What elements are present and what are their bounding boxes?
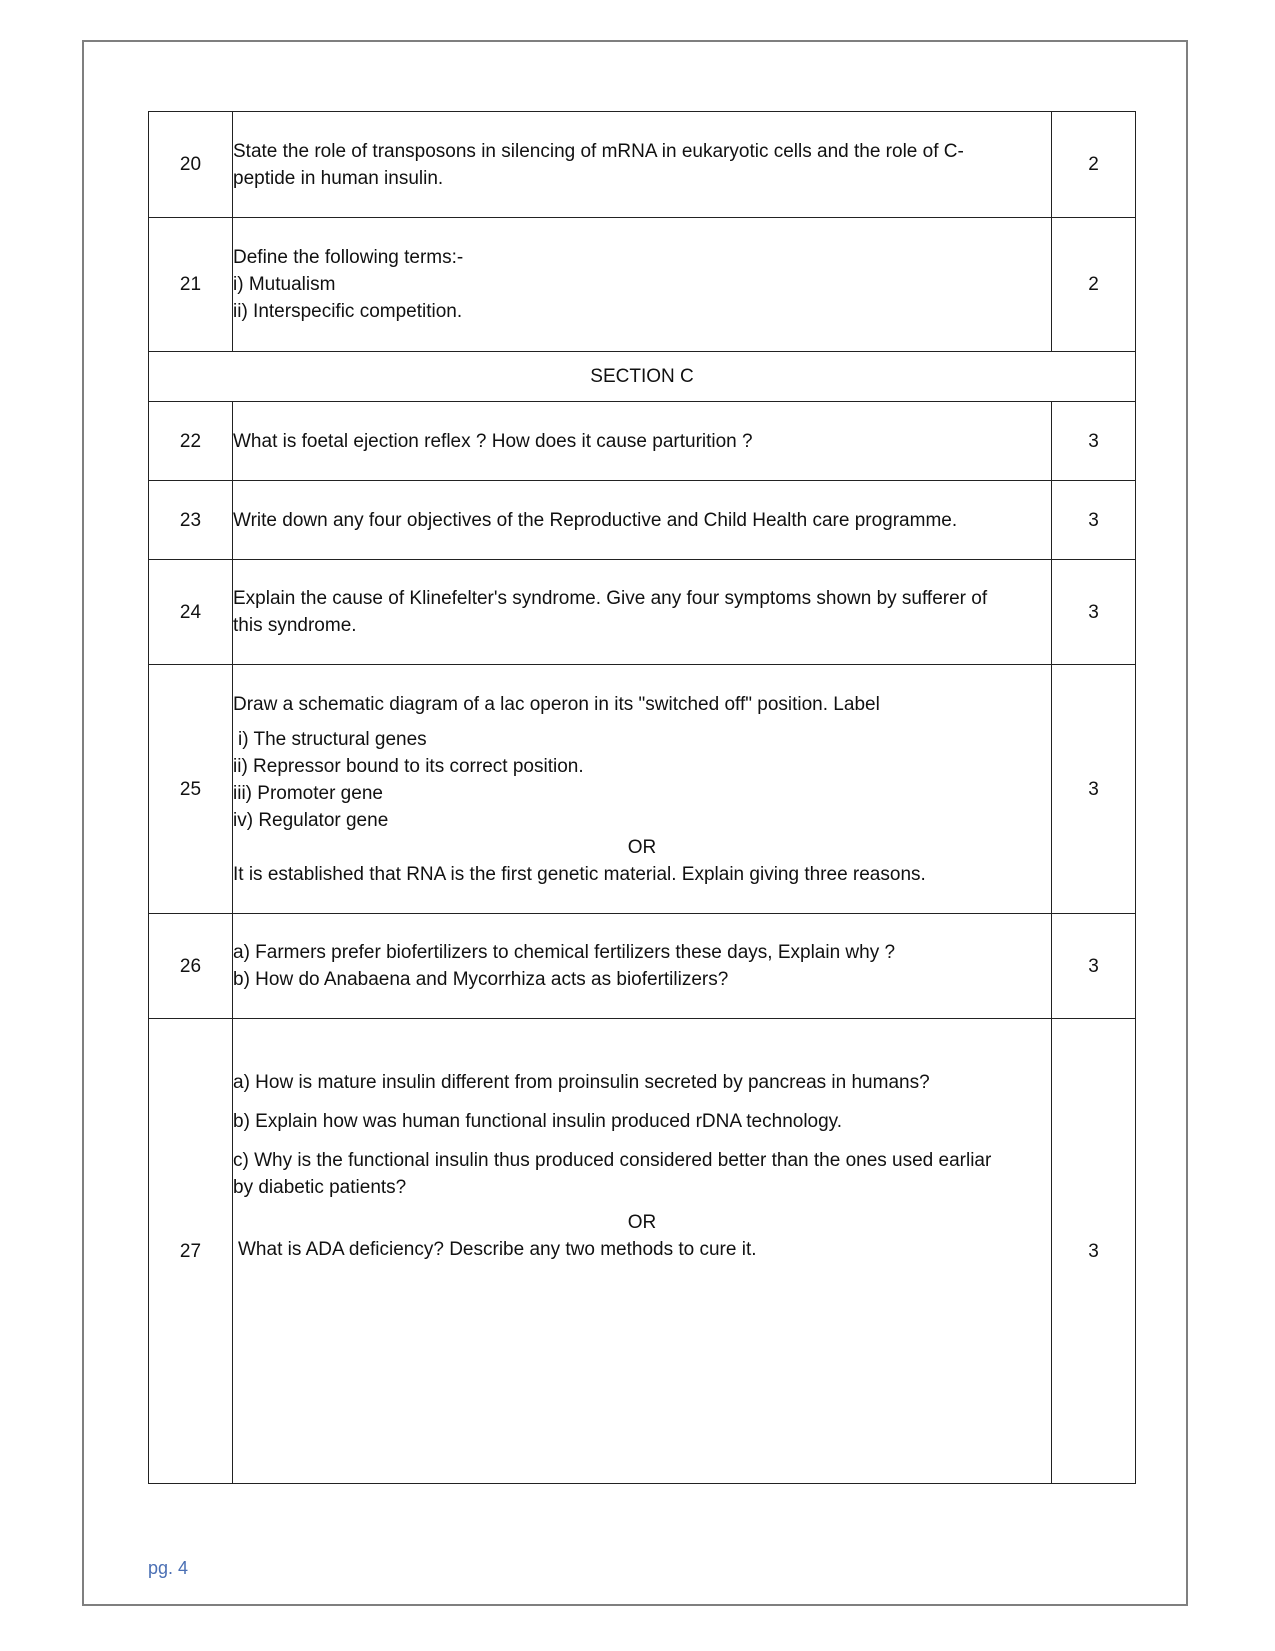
question-row-23 <box>149 481 1136 560</box>
question-marks: 3 <box>1052 560 1136 665</box>
label-item: ii) Repressor bound to its correct position. <box>233 755 584 777</box>
label-item: i) The structural genes <box>238 728 427 750</box>
section-heading: SECTION C <box>149 352 1136 402</box>
question-number: 26 <box>149 914 233 1019</box>
question-part-b: b) Explain how was human functional insulin produced rDNA technology. <box>233 1111 843 1132</box>
question-number: 24 <box>149 560 233 665</box>
question-part-c: c) Why is the functional insulin thus produced considered better than the ones used earliar <box>233 1150 992 1171</box>
question-line: i) Mutualism <box>233 274 336 295</box>
question-text <box>233 1019 1052 1484</box>
question-table <box>148 111 1136 1484</box>
question-text <box>233 112 1052 218</box>
question-marks: 3 <box>1052 914 1136 1019</box>
question-intro: Draw a schematic diagram of a lac operon in its "switched off" position. Label <box>233 693 880 715</box>
question-text <box>233 914 1052 1019</box>
question-marks: 3 <box>1052 402 1136 481</box>
question-line: Define the following terms:- <box>233 247 464 268</box>
question-marks: 3 <box>1052 665 1136 914</box>
question-text <box>233 560 1052 665</box>
question-part-a: a) How is mature insulin different from proinsulin secreted by pancreas in humans? <box>233 1072 930 1093</box>
question-number: 20 <box>149 112 233 218</box>
label-item: iii) Promoter gene <box>233 782 383 804</box>
question-line: Explain the cause of Klinefelter's syndrome. Give any four symptoms shown by sufferer of <box>233 588 988 609</box>
question-line: State the role of transposons in silencing of mRNA in eukaryotic cells and the role of C- <box>233 140 964 162</box>
question-text <box>233 218 1052 352</box>
question-row-24 <box>149 560 1136 665</box>
alternative-question: What is ADA deficiency? Describe any two methods to cure it. <box>238 1239 757 1260</box>
question-marks: 3 <box>1052 481 1136 560</box>
question-row-21 <box>149 218 1136 352</box>
question-text: What is foetal ejection reflex ? How does it cause parturition ? <box>233 402 1052 481</box>
page-number: pg. 4 <box>148 1558 189 1578</box>
label-item: iv) Regulator gene <box>233 809 389 831</box>
question-marks: 2 <box>1052 112 1136 218</box>
question-number: 22 <box>149 402 233 481</box>
question-line: this syndrome. <box>233 615 357 636</box>
question-text <box>233 665 1052 914</box>
question-line: b) How do Anabaena and Mycorrhiza acts as biofertilizers? <box>233 969 729 990</box>
alternative-question: It is established that RNA is the first genetic material. Explain giving three reasons. <box>233 863 926 885</box>
question-line: ii) Interspecific competition. <box>233 301 463 322</box>
section-row <box>149 352 1136 402</box>
question-row-22 <box>149 402 1136 481</box>
question-part-c: by diabetic patients? <box>233 1177 407 1198</box>
question-number: 25 <box>149 665 233 914</box>
or-separator: OR <box>627 1212 657 1233</box>
question-number: 27 <box>149 1019 233 1484</box>
question-line: a) Farmers prefer biofertilizers to chemical fertilizers these days, Explain why ? <box>233 942 896 963</box>
question-text: Write down any four objectives of the Reproductive and Child Health care programme. <box>233 481 1052 560</box>
question-row-25 <box>149 665 1136 914</box>
question-number: 21 <box>149 218 233 352</box>
question-row-20 <box>149 112 1136 218</box>
or-separator: OR <box>627 836 657 858</box>
question-marks: 3 <box>1052 1019 1136 1484</box>
question-number: 23 <box>149 481 233 560</box>
question-row-27 <box>149 1019 1136 1484</box>
question-marks: 2 <box>1052 218 1136 352</box>
question-row-26 <box>149 914 1136 1019</box>
question-line: peptide in human insulin. <box>233 167 444 189</box>
